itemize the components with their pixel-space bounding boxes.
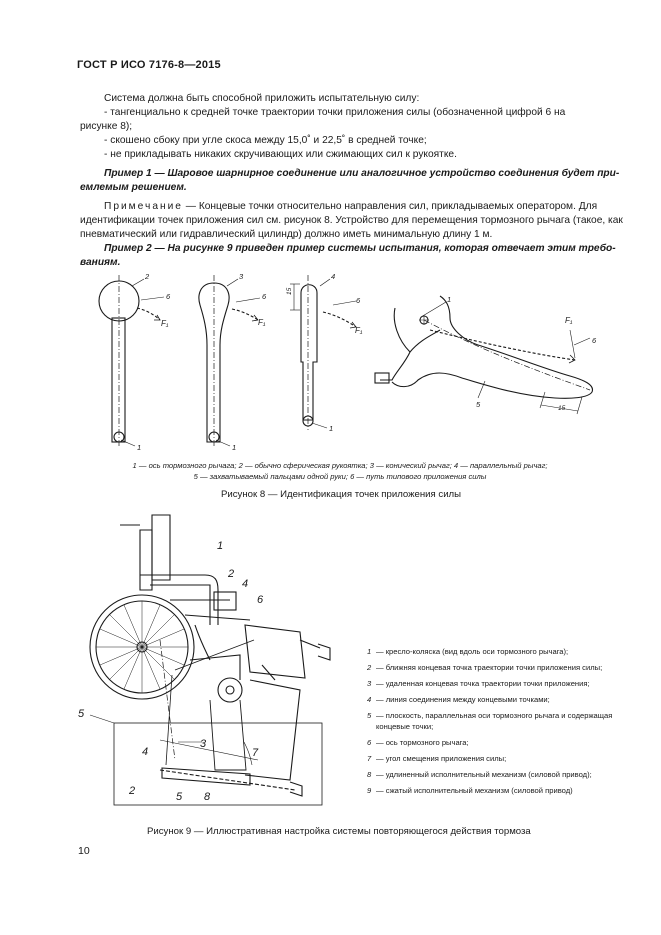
fig9-label: 3 <box>200 738 207 750</box>
legend-item: 9 — сжатый исполнительный механизм (силовой привод) <box>367 785 573 795</box>
fig8-force-label: F₁ <box>161 319 169 328</box>
fig8-label: 1 <box>137 443 142 452</box>
fig8-label: 6 <box>356 296 361 305</box>
fig8-label: 3 <box>239 272 244 281</box>
fig9-label: 8 <box>204 791 211 803</box>
legend-item: 5 — плоскость, параллельная оси тормозного рычага и содержащая концевые точки; <box>367 711 613 731</box>
legend-item: 2 — ближняя концевая точка траектории точки приложения силы; <box>367 663 603 672</box>
fig8-label: 1 <box>232 443 237 452</box>
fig8-label: 6 <box>262 292 267 301</box>
note-line: идентификации точек приложения сил см. рисунок 8. Устройство для перемещения тормозного рычага (такое, как <box>80 215 623 226</box>
paragraph-line: Система должна быть способной приложить испытательную силу: <box>104 93 420 104</box>
example-1-cont: емлемым решением. <box>80 182 187 193</box>
conical-lever <box>199 275 260 448</box>
example-2: Пример 2 — На рисунке 9 приведен пример системы испытания, которая отвечает этим требо- <box>104 243 616 254</box>
fig9-label: 6 <box>257 594 264 606</box>
note-line <box>104 200 597 214</box>
note-text: — Концевые точки относительно направления сил, прикладываемых оператором. Для <box>182 201 598 212</box>
fig9-label: 2 <box>129 785 136 797</box>
fig8-label: 6 <box>166 292 171 301</box>
fig8-label: 1 <box>447 295 452 304</box>
fig8-dimension: 15 <box>558 405 566 412</box>
fig8-label: 6 <box>592 336 597 345</box>
example-2-cont: ваниям. <box>80 257 121 268</box>
fig8-force-label: F₁ <box>355 326 363 335</box>
fig9-label: 7 <box>252 747 259 759</box>
parallel-lever <box>290 275 356 430</box>
fig8-label: 5 <box>476 400 481 409</box>
spherical-handle-lever <box>99 275 164 448</box>
fig9-label: 4 <box>242 578 249 590</box>
fig9-label: 2 <box>228 568 235 580</box>
figure-9-legend <box>367 647 629 802</box>
page-number: 10 <box>78 845 90 857</box>
hand-grip-sketch <box>375 296 592 414</box>
figure-8-caption: Рисунок 8 — Идентификация точек приложения силы <box>221 489 462 500</box>
legend-item: 8 — удлиненный исполнительный механизм (силовой привод); <box>367 769 592 779</box>
paragraph-line: - не прикладывать никаких скручивающих или сжимающих сил к рукоятке. <box>104 149 457 160</box>
fig9-label: 5 <box>176 791 183 803</box>
fig9-label: 4 <box>142 746 149 758</box>
fig8-label: 2 <box>145 272 150 281</box>
note-line: пневматический или гидравлический цилиндр) должно иметь минимальную длину 1 м. <box>80 229 493 240</box>
legend-item: 3 — удаленная концевая точка траектории точки приложения; <box>367 679 590 688</box>
figure-8-drawing <box>0 268 661 458</box>
paragraph-line: - скошено сбоку при угле скоса между 15,0˚ и 22,5˚ в средней точке; <box>104 135 427 146</box>
fig9-label: 5 <box>78 708 85 720</box>
fig8-label: 1 <box>329 424 334 433</box>
fig9-label: 1 <box>217 540 224 552</box>
wheelchair-sketch <box>90 515 330 805</box>
fig8-label: 4 <box>331 272 336 281</box>
legend-item: 4 — линия соединения между концевыми точками; <box>367 695 550 704</box>
figure-8-legend: 5 — захватываемый пальцами одной руки; 6 — путь типового приложения силы <box>193 472 487 481</box>
legend-item: 1 — кресло-коляска (вид вдоль оси тормозного рычага); <box>367 647 569 656</box>
document-header: ГОСТ Р ИСО 7176-8—2015 <box>77 59 221 71</box>
paragraph-line: - тангенциально к средней точке траектории точки приложения силы (обозначенной цифрой 6 на <box>104 107 566 118</box>
example-1: Пример 1 — Шаровое шарнирное соединение или аналогичное устройство соединения будет при- <box>104 168 620 179</box>
legend-item: 7 — угол смещения приложения силы; <box>367 753 507 763</box>
fig8-dimension: 15 <box>286 287 293 295</box>
fig8-force-label: F₁ <box>565 316 573 325</box>
figure-8-legend: 1 — ось тормозного рычага; 2 — обычно сферическая рукоятка; 3 — конический рычаг; 4 — параллельный рычаг; <box>132 461 548 470</box>
fig8-force-label: F₁ <box>258 318 266 327</box>
figure-9-caption: Рисунок 9 — Иллюстративная настройка системы повторяющегося действия тормоза <box>147 826 531 837</box>
paragraph-line: рисунке 8); <box>80 121 133 132</box>
note-label: Примечание <box>104 201 183 212</box>
legend-item: 6 — ось тормозного рычага; <box>367 737 469 747</box>
